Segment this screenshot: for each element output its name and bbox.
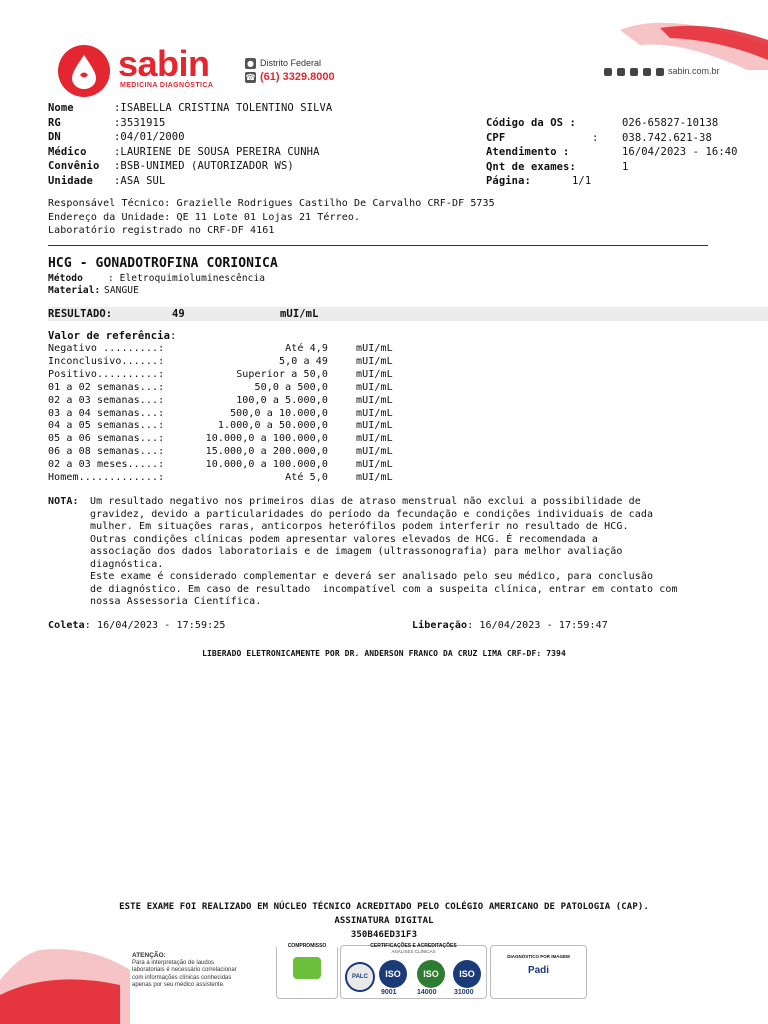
reference-unit: mUI/mL [356,407,393,419]
nota-line: Outras condições clínicas podem apresentar valores elevados de HCG. É recomendada a [90,533,599,545]
footer-swoosh [0,940,130,1024]
reference-unit: mUI/mL [356,343,393,354]
reference-unit: mUI/mL [356,433,393,445]
metodo-value: : Eletroquimioluminescência [108,273,266,284]
location-pin-icon: ● [245,58,256,69]
certificacoes-label: CERTIFICAÇÕES E ACREDITAÇÕES [370,943,457,949]
atendimento-value: 16/04/2023 - 16:40 [622,146,738,159]
reference-unit: mUI/mL [356,472,393,484]
reference-row [48,420,393,433]
atendimento-label: Atendimento : [486,146,570,159]
reference-value: 50,0 a 500,0 [254,381,328,393]
iso-31000-label: 31000 [454,989,474,996]
linkedin-icon[interactable] [604,68,612,76]
dn-label: DN [48,131,61,144]
iso-14000-label: 14000 [417,989,437,996]
nota-label: NOTA: [48,496,79,507]
liberado-eletronicamente: LIBERADO ELETRONICAMENTE POR DR. ANDERSON FRANCO DA CRUZ LIMA CRF-DF: 7394 [202,649,566,658]
sabin-logo-icon [58,45,110,97]
patient-rg: :3531915 [114,116,166,129]
nota-line: gravidez, devido a particularidades do período da fecundação e condições individuais de cada [90,508,654,520]
coleta [48,620,226,631]
palc-text: PALC [352,974,368,980]
phone-number: (61) 3329.8000 [260,71,335,83]
patient-convenio: :BSB-UNIMED (AUTORIZADOR WS) [114,160,294,173]
region-text: Distrito Federal [260,58,322,68]
patient-medico: :LAURIENE DE SOUSA PEREIRA CUNHA [114,145,320,158]
cpf-colon: : [592,131,599,144]
reference-unit: mUI/mL [356,368,393,380]
resultado-value: 49 [172,308,185,320]
pagina-value: 1/1 [572,175,592,188]
reference-value: 1.000,0 a 50.000,0 [217,420,328,432]
convenio-label: Convênio [48,160,100,173]
youtube-icon[interactable] [656,68,664,76]
palc-icon [345,962,375,992]
nota-line: de diagnóstico. Em caso de resultado incompatível com a suspeita clínica, entrar em contato com [90,583,678,595]
iso-text-2: ISO [423,969,439,979]
reference-row [48,343,393,356]
reference-label: 02 a 03 meses.....: [48,459,165,471]
endereco-unidade: Endereço da Unidade: QE 11 Lote 01 Lojas 21 Térreo. [48,211,361,223]
atencao-line-4: apenas por seu médico assistente. [132,982,225,988]
reference-value: Até 5,0 [285,472,328,484]
assinatura-codigo: 350B46ED31F3 [350,930,418,940]
reference-label: Inconclusivo......: [48,355,165,367]
reference-row [48,472,393,485]
material-value: SANGUE [104,285,139,296]
nome-label: Nome [48,102,74,114]
brand-name: sabin [118,43,210,84]
reference-unit: mUI/mL [356,459,393,471]
reference-value: 100,0 a 5.000,0 [236,394,328,406]
coleta-label: Coleta [48,620,85,631]
nota-line: diagnóstica. [90,558,164,570]
reference-row [48,369,393,382]
cpf-label: CPF [486,131,506,144]
material-label: Material: [48,285,101,296]
reference-value: Superior a 50,0 [236,368,328,380]
atencao-box [132,952,237,990]
rg-label: RG [48,116,61,129]
metodo-label: Método [48,273,83,284]
nota-line: Um resultado negativo nos primeiros dias de atraso menstrual não exclui a possibilidade de [90,496,641,507]
reference-label: Negativo .........: [48,343,165,354]
reference-label: Positivo..........: [48,368,165,380]
compromisso-label: COMPROMISSO [277,943,337,949]
reference-label: 04 a 05 semanas...: [48,420,165,432]
compromisso-icon [293,957,321,979]
atencao-line-3: com informações clínicas conhecidas [132,974,232,981]
reference-label: 05 a 06 semanas...: [48,433,165,445]
patient-dn: :04/01/2000 [114,131,185,144]
brand-subtitle: MEDICINA DIAGNÓSTICA [120,82,214,89]
diagnostico-imagem-badge [490,945,587,999]
patient-name: :ISABELLA CRISTINA TOLENTINO SILVA [114,102,333,114]
reference-unit: mUI/mL [356,394,393,406]
reference-unit: mUI/mL [356,381,393,393]
reference-label: 01 a 02 semanas...: [48,381,165,393]
resultado-unit: mUI/mL [280,308,319,320]
reference-value: 10.000,0 a 100.000,0 [205,433,328,445]
cpf-value: 038.742.621-38 [622,131,712,144]
facebook-icon[interactable] [630,68,638,76]
nota-line: associação dos dados laboratoriais e de imagem (ultrassonografia) para melhor avaliação [90,546,623,557]
codigo-label: Código da OS : [486,117,576,129]
reference-row [48,382,393,395]
medico-label: Médico [48,145,87,158]
pagina-label: Página: [486,175,531,188]
instagram-icon[interactable] [643,68,651,76]
diagnostico-imagem-label: DIAGNÓSTICO POR IMAGEM [507,954,570,959]
codigo-value: 026-65827-10138 [622,117,719,129]
reference-value: Até 4,9 [285,343,328,354]
iso-9001-icon [379,960,407,988]
reference-row [48,356,393,369]
lab-info [48,197,495,238]
reference-value: 500,0 a 10.000,0 [230,407,328,419]
qnt-label: Qnt de exames: [486,160,576,173]
reference-unit: mUI/mL [356,446,393,458]
divider [48,245,708,246]
exam-title: HCG - GONADOTROFINA CORIONICA [48,256,278,271]
reference-label: 06 a 08 semanas...: [48,446,165,458]
nota-line: mulher. Em situações raras, anticorpos heterófilos podem interferir no resultado de HCG. [90,521,629,532]
twitter-icon[interactable] [617,68,625,76]
cap-line: ESTE EXAME FOI REALIZADO EM NÚCLEO TÉCNICO ACREDITADO PELO COLÉGIO AMERICANO DE PATOLOGIA (CAP). [119,902,649,912]
liberacao [412,620,608,631]
website-link[interactable]: sabin.com.br [668,66,720,76]
nota-line: nossa Assessoria Científica. [90,596,262,607]
atencao-line-1: Para a interpretação de laudos [132,959,215,966]
liberacao-label: Liberação [412,620,468,631]
reference-unit: mUI/mL [356,420,393,432]
header-swoosh [600,0,768,70]
patient-unidade: :ASA SUL [114,174,166,187]
iso-14000-icon [417,960,445,988]
ref-title-text: Valor de referência [48,330,171,342]
reference-row [48,408,393,421]
order-info [486,116,738,189]
reference-value: 15.000,0 a 200.000,0 [205,446,328,458]
reference-value: 5,0 a 49 [279,355,328,367]
iso-text-1: ISO [385,969,401,979]
reference-row [48,459,393,472]
reference-table [48,343,393,485]
resultado-label: RESULTADO: [48,308,113,320]
result-bar [48,307,768,321]
liberacao-value: : 16/04/2023 - 17:59:47 [467,620,608,631]
reference-label: Homem.............: [48,472,165,484]
iso-9001-label: 9001 [381,989,397,996]
reference-unit: mUI/mL [356,355,393,367]
coleta-value: : 16/04/2023 - 17:59:25 [84,620,226,631]
exam-method [48,273,265,297]
certificacoes-badge [340,945,487,999]
reference-label: 02 a 03 semanas...: [48,394,165,406]
reference-row [48,395,393,408]
reference-label: 03 a 04 semanas...: [48,407,165,419]
padi-logo: Padi [527,965,550,976]
reference-row [48,446,393,459]
nota-line: Este exame é considerado complementar e deverá ser analisado pelo seu médico, para conclusão [90,571,654,582]
compromisso-badge [276,945,338,999]
iso-31000-icon [453,960,481,988]
responsavel-tecnico: Responsável Técnico: Grazielle Rodrigues Castilho De Carvalho CRF-DF 5735 [48,198,495,209]
phone-icon: ☎ [245,73,256,82]
reference-row [48,433,393,446]
patient-info [48,101,332,189]
atencao-line-2: laboratoriais é necessário correlacionar [132,967,237,973]
atencao-title: ATENÇÃO: [132,952,166,959]
registro-lab: Laboratório registrado no CRF-DF 4161 [48,225,275,236]
assinatura-digital: ASSINATURA DIGITAL [334,916,434,926]
reference-value: 10.000,0 a 100.000,0 [205,459,328,471]
ref-title-colon: : [170,330,177,342]
qnt-value: 1 [622,160,629,173]
unidade-label: Unidade [48,174,93,187]
analises-label: ANÁLISES CLÍNICAS [391,949,436,954]
ref-title [48,330,176,342]
nota-text [90,496,678,609]
iso-text-3: ISO [459,969,475,979]
